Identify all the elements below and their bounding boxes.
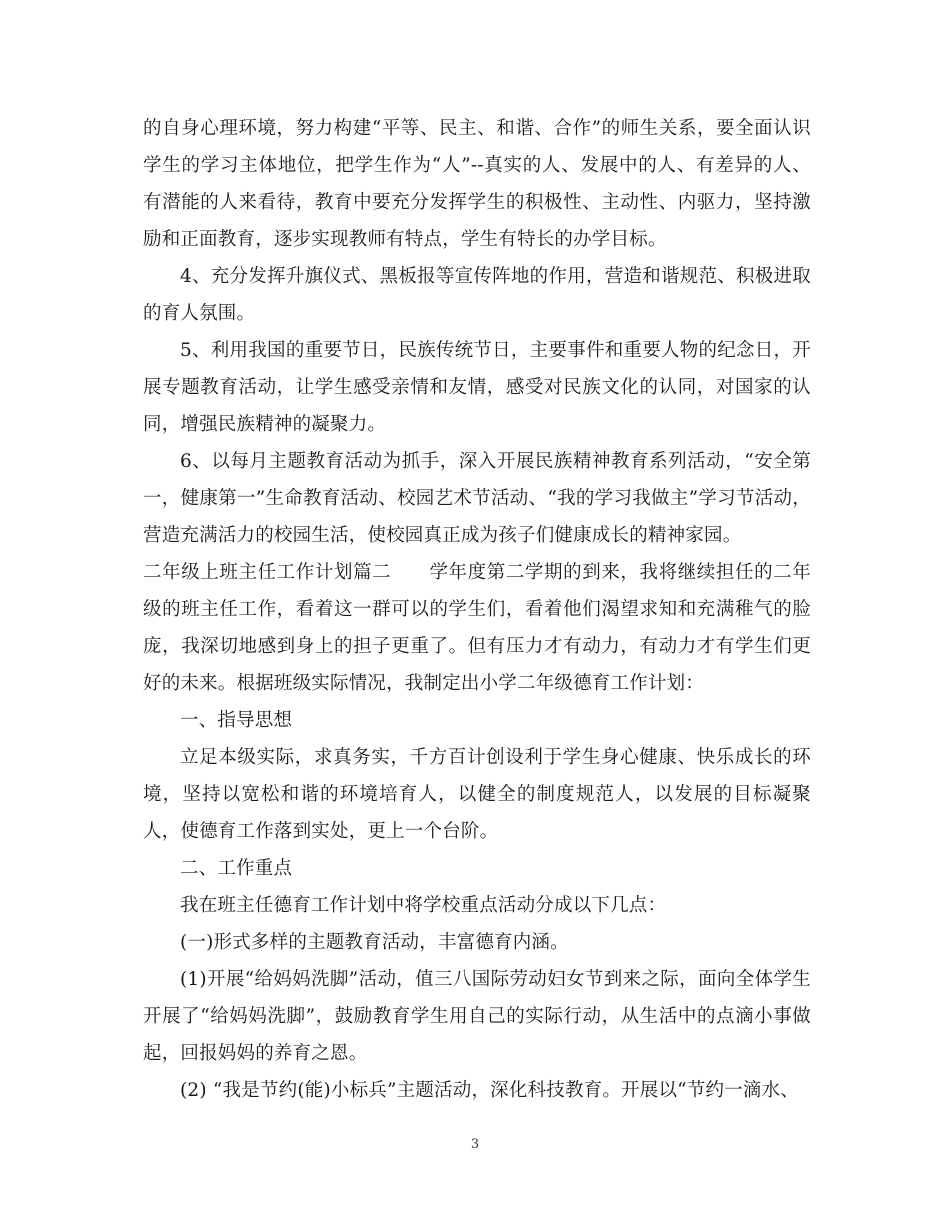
section-heading-guiding-thought: 一、指导思想	[180, 710, 293, 731]
section-heading-work-focus: 二、工作重点	[180, 858, 293, 879]
paragraph-9: 我在班主任德育工作计划中将学校重点活动分成以下几点：	[180, 895, 667, 916]
paragraph-1: 的自身心理环境，努力构建“平等、民主、和谐、合作”的师生关系，要全面认识学生的学习主体地位，把学生作为“人”--真实的人、发展中的人、有差异的人、有潜能的人来看待，教育中要充分发挥学生的积极性、主动性、内驱力，坚持激励和正面教育，逐步实现教师有特点，学生有特长的办学目标。	[143, 118, 811, 250]
document-body	[143, 110, 811, 1109]
paragraph-3: 5、利用我国的重要节日，民族传统节日，主要事件和重要人物的纪念日，开展专题教育活动，让学生感受亲情和友情，感受对民族文化的认同，对国家的认同，增强民族精神的凝聚力。	[143, 340, 811, 435]
paragraph-12: (2) “我是节约(能)小标兵”主题活动，深化科技教育。开展以“节约一滴水、	[180, 1080, 799, 1101]
paragraph-11: (1)开展“给妈妈洗脚”活动，值三八国际劳动妇女节到来之际，面向全体学生开展了“给妈妈洗脚”，鼓励教育学生用自己的实际行动，从生活中的点滴小事做起，回报妈妈的养育之恩。	[143, 969, 811, 1064]
subsection-heading-1: (一)形式多样的主题教育活动，丰富德育内涵。	[180, 932, 569, 953]
paragraph-2: 4、充分发挥升旗仪式、黑板报等宣传阵地的作用，营造和谐规范、积极进取的育人氛围。	[143, 266, 811, 324]
paragraph-5: 二年级上班主任工作计划篇二 学年度第二学期的到来，我将继续担任的二年级的班主任工作，看着这一群可以的学生们，看着他们渴望求知和充满稚气的脸庞，我深切地感到身上的担子更重了。但有压力才有动力，有动力才有学生们更好的未来。根据班级实际情况，我制定出小学二年级德育工作计划：	[143, 562, 811, 694]
paragraph-4: 6、以每月主题教育活动为抓手，深入开展民族精神教育系列活动，“安全第一，健康第一”生命教育活动、校园艺术节活动、“我的学习我做主”学习节活动，营造充满活力的校园生活，使校园真正成为孩子们健康成长的精神家园。	[143, 451, 811, 546]
paragraph-7: 立足本级实际，求真务实，千方百计创设利于学生身心健康、快乐成长的环境，坚持以宽松和谐的环境培育人，以健全的制度规范人，以发展的目标凝聚人，使德育工作落到实处，更上一个台阶。	[143, 747, 811, 842]
page-number: 3	[470, 1137, 480, 1152]
